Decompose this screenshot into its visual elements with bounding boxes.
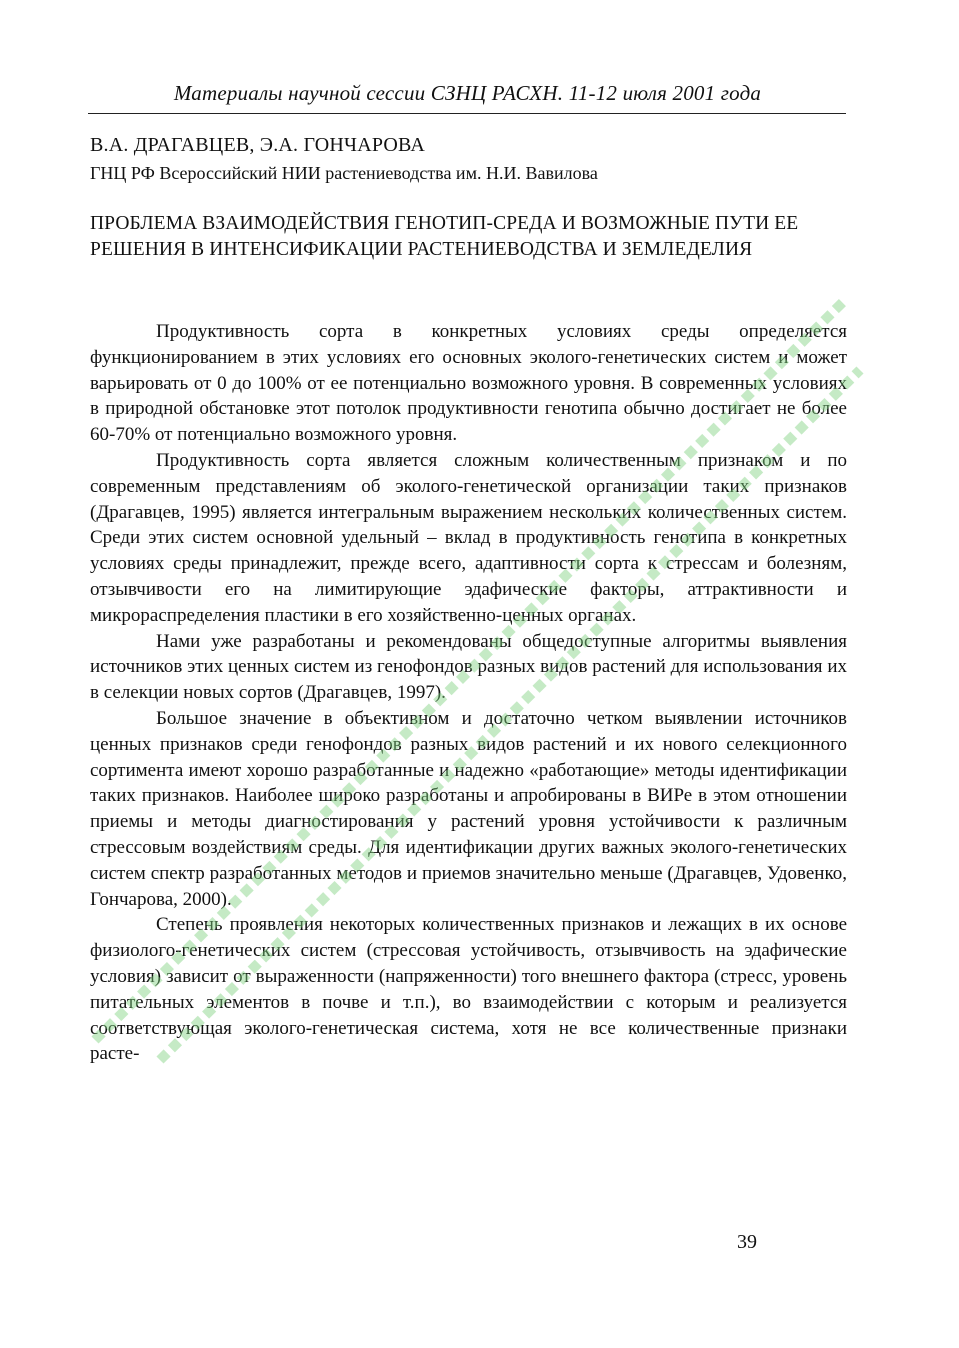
paragraph-2: Продуктивность сорта является сложным количественным признаком и по современным представлениям об эколого-генетической организации таких признаков (Драгавцев, 1995) является интегральным выражением нескольких количественных систем. Среди этих систем основной удельный – вклад в продуктивность генотипа в конкретных условиях среды принадлежит, прежде всего, адаптивности сорта к стрессам и болезням, отзывчивости его на лимитирующие эдафические факторы, аттрактивности и микрораспределения пластики в его хозяйственно-ценных органах. (90, 449, 847, 626)
article-title: ПРОБЛЕМА ВЗАИМОДЕЙСТВИЯ ГЕНОТИП-СРЕДА И ВОЗМОЖНЫЕ ПУТИ ЕЕ РЕШЕНИЯ В ИНТЕНСИФИКАЦИИ РАСТЕНИЕВОДСТВА И ЗЕМЛЕДЕЛИЯ (90, 213, 799, 260)
page-number: 39 (737, 1231, 757, 1253)
article-body (90, 319, 847, 1067)
header-rule (88, 113, 846, 114)
paragraph-4: Большое значение в объективном и достаточно четком выявлении источников ценных признаков среди генофондов разных видов растений и их нового селекционного сортимента имеют хорошо разработанные и надежно «работающие» методы идентификации таких признаков. Наиболее широко разработаны и апробированы в ВИРе в этом отношении приемы и методы диагностирования у растений уровня устойчивости к различным стрессовым воздействиям среды. Для идентификации других важных эколого-генетических систем спектр разработанных методов и приемов значительно меньше (Драгавцев, Удовенко, Гончарова, 2000). (90, 707, 847, 910)
paragraph-1: Продуктивность сорта в конкретных условиях среды определяется функционированием в этих условиях его основных эколого-генетических систем и может варьировать от 0 до 100% от ее потенциально возможного уровня. В современных условиях в природной обстановке этот потолок продуктивности генотипа обычно достигает не более 60-70% от потенциально возможного уровня. (90, 321, 847, 446)
running-header: Материалы научной сессии СЗНЦ РАСХН. 11-12 июля 2001 года (173, 81, 762, 105)
article-authors: В.А. ДРАГАВЦЕВ, Э.А. ГОНЧАРОВА (90, 134, 425, 156)
paragraph-3: Нами уже разработаны и рекомендованы общедоступные алгоритмы выявления источников этих ценных систем из генофондов разных видов растений для использования их в селекции новых сортов (Драгавцев, 1997). (90, 630, 847, 704)
paragraph-5: Степень проявления некоторых количественных признаков и лежащих в их основе физиолого-генетических систем (стрессовая устойчивость, отзывчивость на эдафические условия) зависит от выраженности (напряженности) того внешнего фактора (стресс, уровень питательных элементов в почве и т.п.), во взаимодействии с которым и реализуется соответствующая эколого-генетическая система, хотя не все количественные признаки расте- (90, 914, 847, 1065)
article-affiliation: ГНЦ РФ Всероссийский НИИ растениеводства им. Н.И. Вавилова (90, 163, 598, 183)
